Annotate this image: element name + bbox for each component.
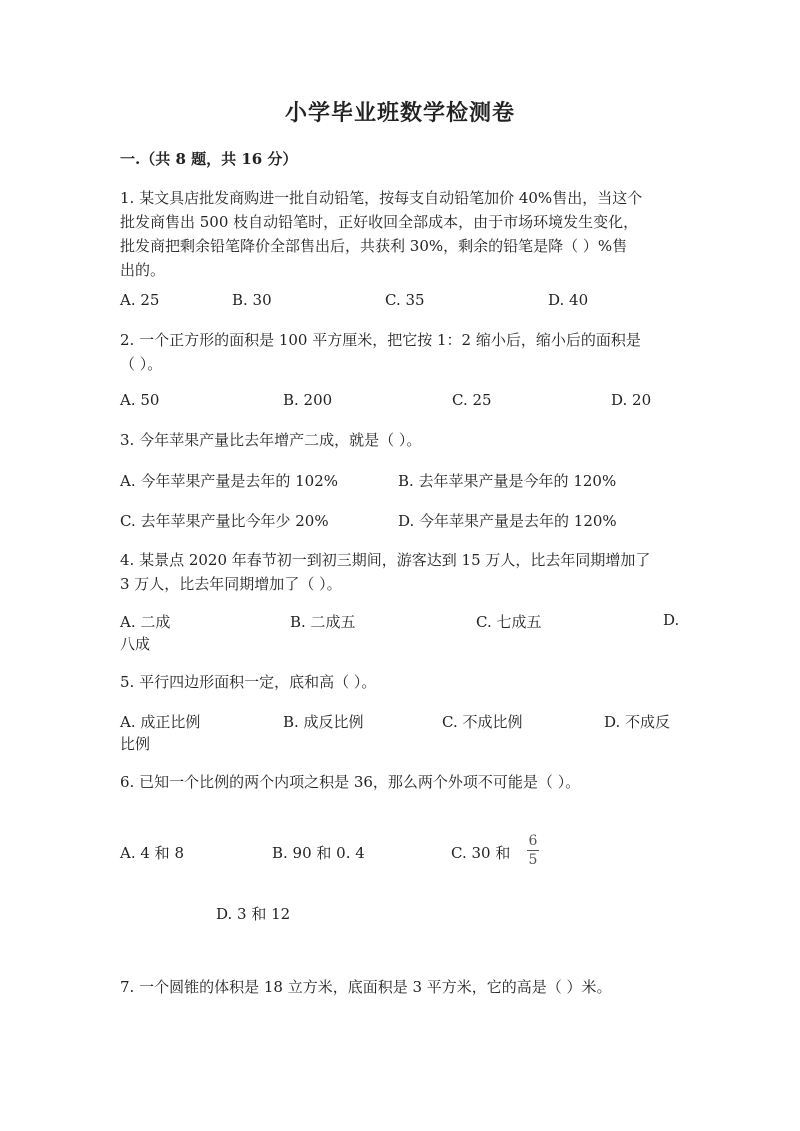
option-a[interactable]: A. 25 xyxy=(120,291,160,309)
question-line: 批发商把剩余铅笔降价全部售出后，共获利 30%，剩余的铅笔是降（ ）%售 xyxy=(120,237,628,255)
question-7 xyxy=(120,975,680,999)
option-a[interactable]: A. 今年苹果产量是去年的 102% xyxy=(120,472,339,490)
question-line: 7. 一个圆锥的体积是 18 立方米，底面积是 3 平方米，它的高是（ ）米。 xyxy=(120,978,612,996)
option-c[interactable]: C. 不成比例 xyxy=(442,713,523,731)
option-a[interactable]: A. 4 和 8 xyxy=(120,844,184,862)
page-title: 小学毕业班数学检测卷 xyxy=(284,100,515,126)
option-d[interactable]: D. 3 和 12 xyxy=(216,905,291,923)
option-d-wrap: 比例 xyxy=(120,735,151,753)
fraction xyxy=(527,834,539,867)
option-c[interactable]: C. 30 和 xyxy=(451,844,511,862)
question-5 xyxy=(120,670,680,694)
option-b[interactable]: B. 90 和 0. 4 xyxy=(272,844,365,862)
option-d[interactable]: D. 今年苹果产量是去年的 120% xyxy=(398,512,617,530)
option-d[interactable]: D. 不成反 xyxy=(604,713,671,731)
option-b[interactable]: B. 30 xyxy=(232,291,272,309)
option-d[interactable]: D. 20 xyxy=(611,391,652,409)
option-b[interactable]: B. 成反比例 xyxy=(283,713,364,731)
option-d[interactable]: D. 40 xyxy=(548,291,589,309)
question-line: 批发商售出 500 枝自动铅笔时，正好收回全部成本，由于市场环境发生变化， xyxy=(120,213,639,231)
question-3 xyxy=(120,428,680,452)
fraction-numerator: 6 xyxy=(528,833,538,849)
option-c[interactable]: C. 35 xyxy=(385,291,425,309)
question-line: 4. 某景点 2020 年春节初一到初三期间，游客达到 15 万人，比去年同期增加了 xyxy=(120,551,651,569)
section-header: 一.（共 8 题，共 16 分） xyxy=(120,150,298,168)
question-line: （ ）。 xyxy=(120,355,163,373)
option-b[interactable]: B. 去年苹果产量是今年的 120% xyxy=(398,472,617,490)
option-c[interactable]: C. 去年苹果产量比今年少 20% xyxy=(120,512,329,530)
question-2 xyxy=(120,328,680,376)
question-6 xyxy=(120,770,680,794)
question-line: 6. 已知一个比例的两个内项之积是 36，那么两个外项不可能是（ ）。 xyxy=(120,773,581,791)
question-line: 3 万人，比去年同期增加了（ ）。 xyxy=(120,575,342,593)
fraction-bar xyxy=(527,850,539,851)
question-line: 出的。 xyxy=(120,261,166,279)
option-d[interactable]: D. xyxy=(663,611,680,629)
option-c[interactable]: C. 25 xyxy=(452,391,492,409)
option-a[interactable]: A. 二成 xyxy=(120,613,171,631)
question-line: 1. 某文具店批发商购进一批自动铅笔，按每支自动铅笔加价 40%售出，当这个 xyxy=(120,189,643,207)
option-c[interactable]: C. 七成五 xyxy=(476,613,542,631)
option-b[interactable]: B. 200 xyxy=(283,391,333,409)
question-line: 2. 一个正方形的面积是 100 平方厘米，把它按 1：2 缩小后，缩小后的面积是 xyxy=(120,331,641,349)
option-a[interactable]: A. 50 xyxy=(120,391,160,409)
option-a[interactable]: A. 成正比例 xyxy=(120,713,201,731)
question-line: 5. 平行四边形面积一定，底和高（ ）。 xyxy=(120,673,377,691)
question-1 xyxy=(120,186,680,282)
option-b[interactable]: B. 二成五 xyxy=(290,613,356,631)
option-d-wrap: 八成 xyxy=(120,635,151,653)
question-4 xyxy=(120,548,680,596)
question-line: 3. 今年苹果产量比去年增产二成，就是（ ）。 xyxy=(120,431,422,449)
fraction-denominator: 5 xyxy=(528,852,538,868)
